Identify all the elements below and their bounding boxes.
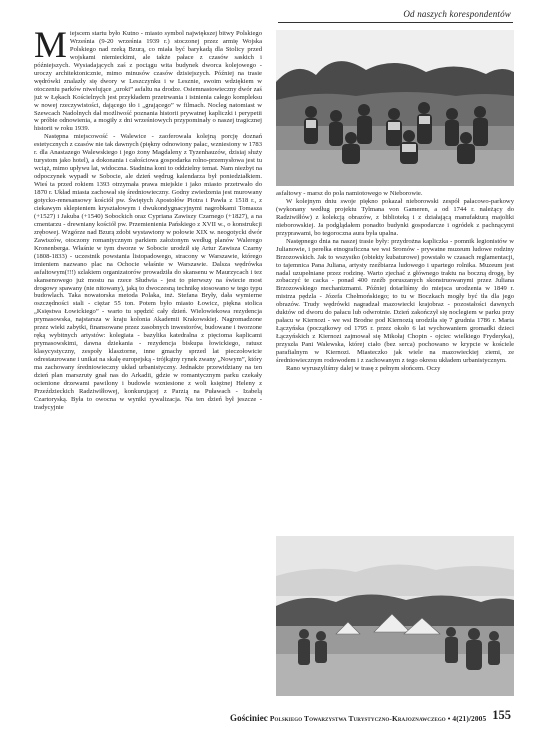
magazine-brand: Gościniec [230,713,268,723]
section-header: Od naszych korespondentów [403,9,511,19]
header-rule [278,22,513,23]
issue-number: • 4(21)/2005 [447,714,487,723]
article-paragraph: Rano wyruszyliśmy dalej w trasę z pełnym słońcem. Oczy [286,364,441,372]
photo-caption: asfaltowy - marsz do pola namiotowego w Nieborowie. [276,190,423,197]
article-paragraph: Miejscem startu było Kutno - miasto symbol największej bitwy Polskiego Września (9-20 września 1939 r.) stoczonej przez armię Wojska Polskiego nad rzeką Bzurą, co miała być barykadą dla Stolicy przed wojskami niemieckimi, ale także pałace z czasów saskich i późniejszych. Wysiadających zaś z pociągu wita budynek dworca kolejowego - uroczy architektonicznie, mimo minusów czasów dzisiejszych. Później na trasie wędrówki znalazły się dwory w Leszczynku i w Lesznie, swoim wdziękiem w otoczeniu parków niwelujące „uroki” asfaltu na drodze. Osiemnastowieczny dwór zaś już w Łękach Kościelnych jest przykładem przetrwania i istnienia całego kompleksu w nowej rzeczywistości, dającego tło i „grającego” w filmach. Nocleg natomiast w Szewcach Nadolnych dał możliwość poznania historii prywatnej kapliczki i perypetii w próbie odnowienia, a mogiły z dni wrześniowych przypominały o naszej tragicznej historii w roku 1939. [34,30,262,133]
campsite-photo-image [276,536,514,696]
society-name: Polskiego Towarzystwa Turystyczno-Krajoznawczego [269,714,446,723]
page-number: 155 [492,708,511,722]
page-footer [230,713,486,723]
article-paragraph: W kolejnym dniu swoje piękno pokazał nieborowski zespół pałacowo-parkowy (wykonany według projektu Tylmana von Gameren, a od 1744 r. należący do Radziwiłłów) z kolekcją obrazów, z biblioteką i z działającą manufakturą majoliki nieborowskiej. Ja podglądałem ponadto budynki gospodarcze i ogródek z pachnącymi przyprawami, bo tegoroczna aura była upalna. [276,197,514,237]
group-photo-top [276,30,514,186]
article-paragraph: Następna miejscowość - Walewice - zaoferowała kolejną porcję doznań estetycznych z czasów nie tak dawnych (piękny odnowiony pałac, wzniesiony w 1783 r. dla Anastazego Walewskiego i jego żony Magdaleny z Tyzenhauzów, dzisiaj służy turystom jako hotel), a dokonania i całościowa gospodarka rolno-przemysłowa jest tu wciąż, mimo upływu lat, widoczna. Stadnina koni to oddzielny temat. Nam niezbyt na odpoczynek wypadł w Sobocie, ale dzień wędrug kalendarza był poniedziałkiem. Wieś ta przed rokiem 1393 otrzymała prawa miejskie i jako miasto przetrwało do 1870 r. Układ miasta zachował się średniowieczny. Godny zwiedzenia jest murowany gotycko-renesansowy kościół pw. Świętych Apostołów Piotra i Pawła z 1518 r., z ciekawym sklepieniem kryształowym i dwukondygnacyjnymi nagrobkami Tomasza (+1527) i Jakuba (+1540) Sobockich oraz Cypriana Zawiszy Czarnego (+1827), a na cmentarzu - drewniany kościół pw. Przemienienia Pańskiego z XVII w., o konstrukcji zrębowej. Wzgórze nad Bzurą zdobi wystawiony w połowie XIX w. neogotycki dwór Zawiszów, otoczony romantycznym parkiem założonym według planów Walerego Kronenberga. Właśnie w tym dworze w Sobocie urodził się Artur Zawisza Czarny (1808-1833) - uczestnik powstania listopadowego, stracony w Warszawie, którego imieniem nazwano plac na Ochocie właśnie w Warszawie. Dalsza wędrówka asfaltowym(!!!) szlakiem organizatorów prowadziła do skansenu w Maurzycach i tez skansenowego już mostu na rzece Słudwia - jest to pierwszy na świecie most drogowy spawany (nie nitowany), jaką to dwoczesną technikę stosowano w tego typu budowlach. Taka nowatorska metoda Polaka, inż. Stefana Bryły, dała wymierne oszczędności stali - ciężar 55 ton. Potem było miasto Łowicz, piękna stolica „Księstwa Łowickiego” - warto tu spędzić cały dzień. Wielowiekowa rezydencja prymasowska, najstarsza w kraju kolonia Akademii Krakowskiej. Nagromadzone przez wieki zabytki, finansowane przez zasobnych inwestorów, budowane i tworzone ręką wybitnych artystów: kolegiata - bazylika katedralna z pięcioma kaplicami prymasowskimi, dawna dziekania - rezydencja biskupa łowickiego, ratusz klasycystyczny, zespoły klasztorne, inne gmachy sprzed lat pieczołowicie odrestaurowane i unikat na skalę europejską - trójkątny rynek zwany „Nowym”, który ma zachowany średniowieczny układ urbanistyczny. Jednakże przewidziany na ten dzień plan marszruty gnał nas do Arkadii, gdzie w romantycznym parku czekały ocienione drzewami pawilony i budowle wzniesione z woli księżnej Heleny z Przeździeckich Radziwiłłowej, konkurującej z Parzią na Puławach - Izabelą Czartoryską. Była to owocna w wyniki rywalizacja. Na ten dzień był jeszcze - tradycyjnie [34,133,262,411]
campsite-photo-bottom [276,536,514,696]
article-paragraph: Następnego dnia na naszej trasie były: przydrożna kapliczka - pomnik legionistów w Julianowie, i perełka etnograficzna we wsi Sromów - prywatne muzeum ludowe rodziny Brzozowskich. Jak to wszystko (obiekty kubaturowe) powstało w czasach reglamentacji, to tajemnica Pana Juliana, artysty rzeźbiarza ludowego i upartego rolnika. Muzeum jest nadal uzupełniane przez rodzinę. Warto zjechać z głównego traktu na boczną drogę, by zobaczyć te cacka - ponad 400 rzeźb poruszanych skonstruowanymi przez Juliana Brzozowskiego mechanizmami. Później dotarliśmy do miejsca urodzenia w 1849 r. mistrza pędzla - Józefa Chełmońskiego; to tu w Boczkach mogły być tła dla jego obrazów. Trudy wędrówki nagradzał mazowiecki krajobraz - pozostałości dawnych duktów od dworu do pałacu lub odwrotnie. Dzień zakończył się noclegiem w parku przy pałacu w Kiernozi - we wsi Brodne pod Kiernozią urodziła się 7 grudnia 1786 r. Maria Łączyńska (początkowy od 1795 r. przez około 6 lat wychowaniem gromadki dzieci Łączyńskich z Kiernozi zajmował się Mikołaj Chopin - ojciec wielkiego Fryderyka), przyszła Pani Walewska, której ciało (bez serca) pochowano w krypcie w kościele parafialnym w Kiernozi. Miasteczko jak wiele na mazowieckiej ziemi, ze średniowiecznym rodowodem i z zachowanym z tego okresu układem urbanistycznym. [276,237,514,365]
article-left-column [34,30,262,710]
group-photo-image [276,30,514,186]
drop-cap: M [34,30,67,66]
article-right-column [276,190,514,532]
